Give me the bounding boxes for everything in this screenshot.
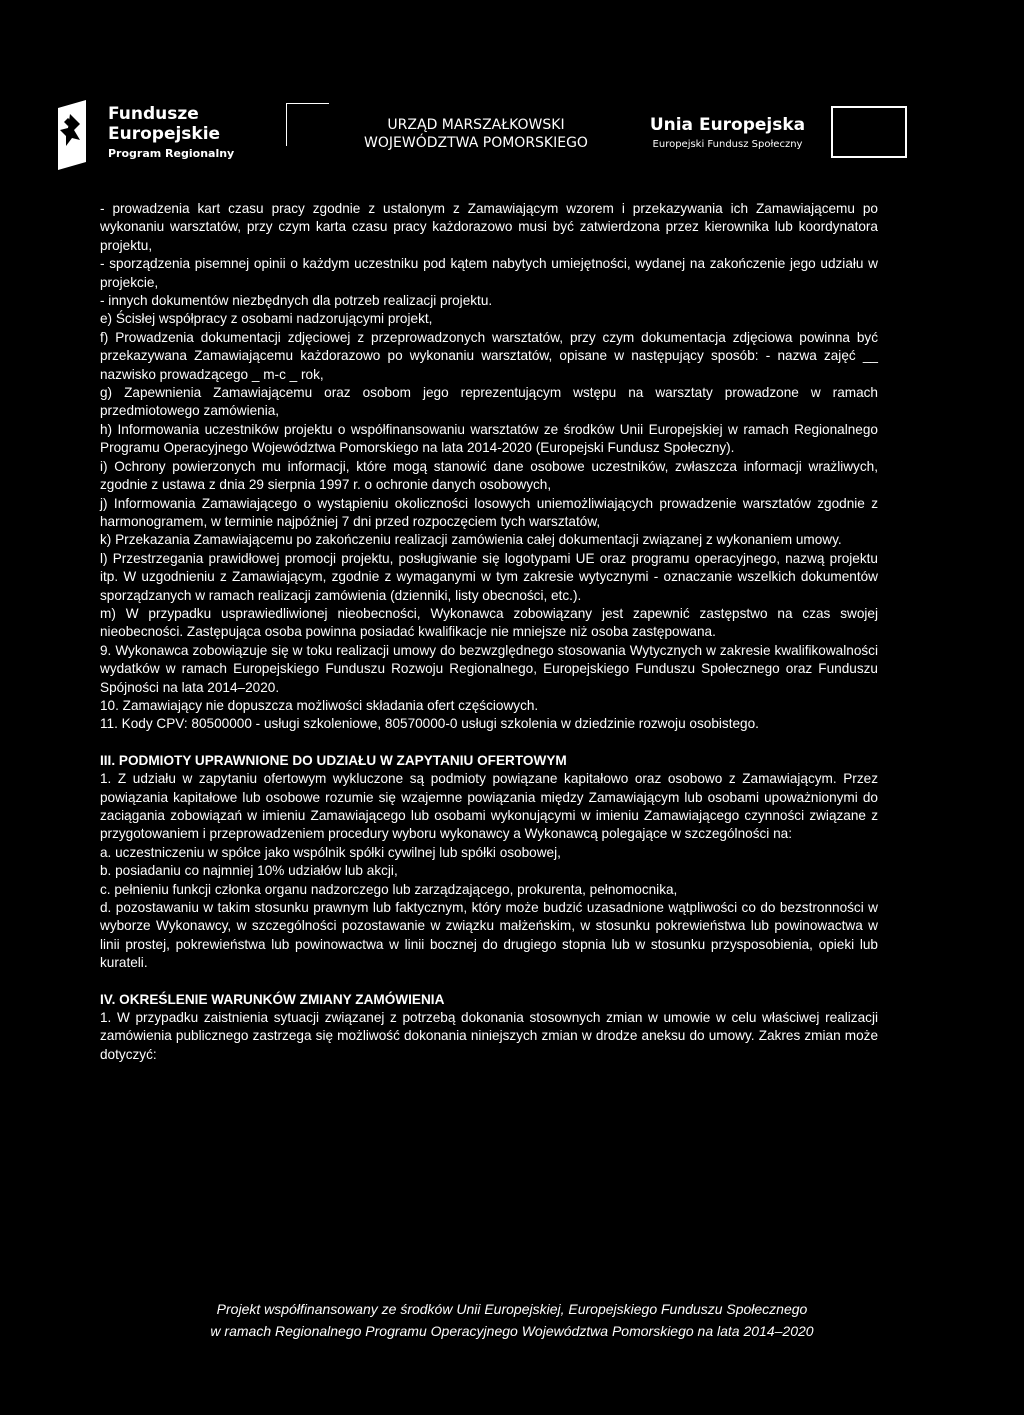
paragraph: 1. W przypadku zaistnienia sytuacji związanej z potrzebą dokonania stosownych zmian w umowie w celu właściwej realizacji zamówienia publicznego zastrzega się możliwość dokonania niniejszych zmian w drodze aneksu do umowy. Zakres zmian może dotyczyć: (100, 1010, 878, 1062)
footer-line1: Projekt współfinansowany ze środków Unii Europejskiej, Europejskiego Funduszu Społecznego (216, 1301, 808, 1317)
list-item: c. pełnieniu funkcji członka organu nadzorczego lub zarządzającego, prokurenta, pełnomocnika, (100, 881, 678, 897)
paragraph: 10. Zamawiający nie dopuszcza możliwości składania ofert częściowych. (100, 697, 539, 713)
paragraph: k) Przekazania Zamawiającemu po zakończeniu realizacji zamówienia całej dokumentacji związanej z wykonaniem umowy. (100, 532, 842, 548)
paragraph: g) Zapewnienia Zamawiającemu oraz osobom jego reprezentującym wstępu na warsztaty prowadzone w ramach przedmiotowego zamówienia, (100, 385, 878, 419)
page-footer (0, 1298, 1024, 1342)
eu-flag-icon (831, 106, 907, 158)
urzad-marszalkowski-logo (330, 116, 622, 152)
section-heading-iii: III. PODMIOTY UPRAWNIONE DO UDZIAŁU W ZAPYTANIU OFERTOWYM (100, 752, 567, 768)
paragraph: j) Informowania Zamawiającego o wystąpieniu okoliczności losowych uniemożliwiających prowadzenie warsztatów zgodnie z harmonogramem, w terminie najpóźniej 7 dni przed rozpoczęciem tych warsztatów, (100, 495, 878, 529)
page-header (0, 0, 1024, 190)
list-item: a. uczestniczeniu w spółce jako wspólnik spółki cywilnej lub spółki osobowej, (100, 844, 561, 860)
urzad-line2: WOJEWÓDZTWA POMORSKIEGO (364, 135, 588, 151)
paragraph: l) Przestrzegania prawidłowej promocji projektu, posługiwanie się logotypami UE oraz programu operacyjnego, nazwą projektu itp. W uzgodnieniu z Zamawiającym, zgodnie z wymaganymi w tym zakresie wytycznymi - oznaczanie wszelkich dokumentów sporządzanych w ramach realizacji zamówienia (dzienniki, listy obecności, etc.). (100, 550, 878, 603)
fundusze-europejskie-logo (50, 100, 250, 170)
unia-europejska-logo (630, 115, 825, 152)
paragraph: - innych dokumentów niezbędnych dla potrzeb realizacji projektu. (100, 293, 493, 309)
urzad-logo-frame (286, 103, 329, 146)
ue-subtitle: Europejski Fundusz Społeczny (652, 139, 803, 150)
paragraph: h) Informowania uczestników projektu o współfinansowaniu warsztatów ze środków Unii Europejskiej w ramach Regionalnego Programu Operacyjnego Województwa Pomorskiego na lata 2014-2020 (Europejski Fundusz Społeczny). (100, 421, 878, 456)
list-item: d. pozostawaniu w takim stosunku prawnym lub faktycznym, który może budzić uzasadnione wątpliwości co do bezstronności w wyborze Wykonawcy, w szczególności pozostawanie w związku małżeńskim, w stosunku pokrewieństwa lub powinowactwa w linii prostej, pokrewieństwa lub powinowactwa w linii bocznej do drugiego stopnia lub w stosunku przysposobienia, opieki lub kurateli. (100, 900, 878, 971)
ue-title: Unia Europejska (649, 115, 806, 135)
paragraph: e) Ścisłej współpracy z osobami nadzorującymi projekt, (100, 311, 433, 327)
fe-title-line2: Europejskie (108, 124, 221, 144)
footer-line2: w ramach Regionalnego Programu Operacyjnego Województwa Pomorskiego na lata 2014–2020 (210, 1323, 814, 1339)
paragraph: i) Ochrony powierzonych mu informacji, które mogą stanowić dane osobowe uczestników, zwłaszcza informacji wrażliwych, zgodnie z ustawa z dnia 29 sierpnia 1997 r. o ochronie danych osobowych, (100, 458, 878, 493)
section-heading-iv: IV. OKREŚLENIE WARUNKÓW ZMIANY ZAMÓWIENIA (100, 991, 445, 1007)
paragraph: m) W przypadku usprawiedliwionej nieobecności, Wykonawca zobowiązany jest zapewnić zastępstwo na czas swojej nieobecności. Zastępująca osoba powinna posiadać kwalifikacje nie mniejsze niż osoba zastępowana. (100, 605, 878, 640)
fe-title-line1: Fundusze (108, 104, 199, 124)
paragraph: - sporządzenia pisemnej opinii o każdym uczestniku pod kątem nabytych umiejętności, wydanej na zakończenie jego udziału w projekcie, (100, 256, 878, 290)
fe-subtitle: Program Regionalny (108, 147, 235, 160)
urzad-line1: URZĄD MARSZAŁKOWSKI (387, 117, 565, 133)
paragraph: f) Prowadzenia dokumentacji zdjęciowej z przeprowadzonych warsztatów, przy czym dokumentacja zdjęciowa powinna być przekazywana Zamawiającemu każdorazowo po wykonaniu warsztatów, opisane w następujący sposób: - nazwa zajęć __ nazwisko prowadzącego _ m-c _ rok, (100, 329, 878, 382)
list-item: b. posiadaniu co najmniej 10% udziałów lub akcji, (100, 863, 398, 879)
paragraph: 11. Kody CPV: 80500000 - usługi szkoleniowe, 80570000-0 usługi szkolenia w dziedzinie rozwoju osobistego. (100, 716, 759, 732)
document-body (100, 200, 878, 1064)
fe-star-icon (50, 100, 98, 170)
paragraph: 9. Wykonawca zobowiązuje się w toku realizacji umowy do bezwzględnego stosowania Wytycznych w zakresie kwalifikowalności wydatków w ramach Europejskiego Funduszu Rozwoju Regionalnego, Europejskiego Funduszu Społecznego oraz Funduszu Spójności na lata 2014–2020. (100, 642, 878, 695)
paragraph: 1. Z udziału w zapytaniu ofertowym wykluczone są podmioty powiązane kapitałowo oraz osobowo z Zamawiającym. Przez powiązania kapitałowe lub osobowe rozumie się wzajemne powiązania między Zamawiającym lub osobami upoważnionymi do zaciągania zobowiązań w imieniu Zamawiającego lub osobami wykonującymi w imieniu Zamawiającego czynności związane z przygotowaniem i przeprowadzeniem procedury wyboru wykonawcy a Wykonawcą polegające w szczególności na: (100, 771, 878, 842)
paragraph: - prowadzenia kart czasu pracy zgodnie z ustalonym z Zamawiającym wzorem i przekazywania ich Zamawiającemu po wykonaniu warsztatów, przy czym karta czasu pracy każdorazowo musi być zatwierdzona przez kierownika lub koordynatora projektu, (100, 201, 878, 253)
